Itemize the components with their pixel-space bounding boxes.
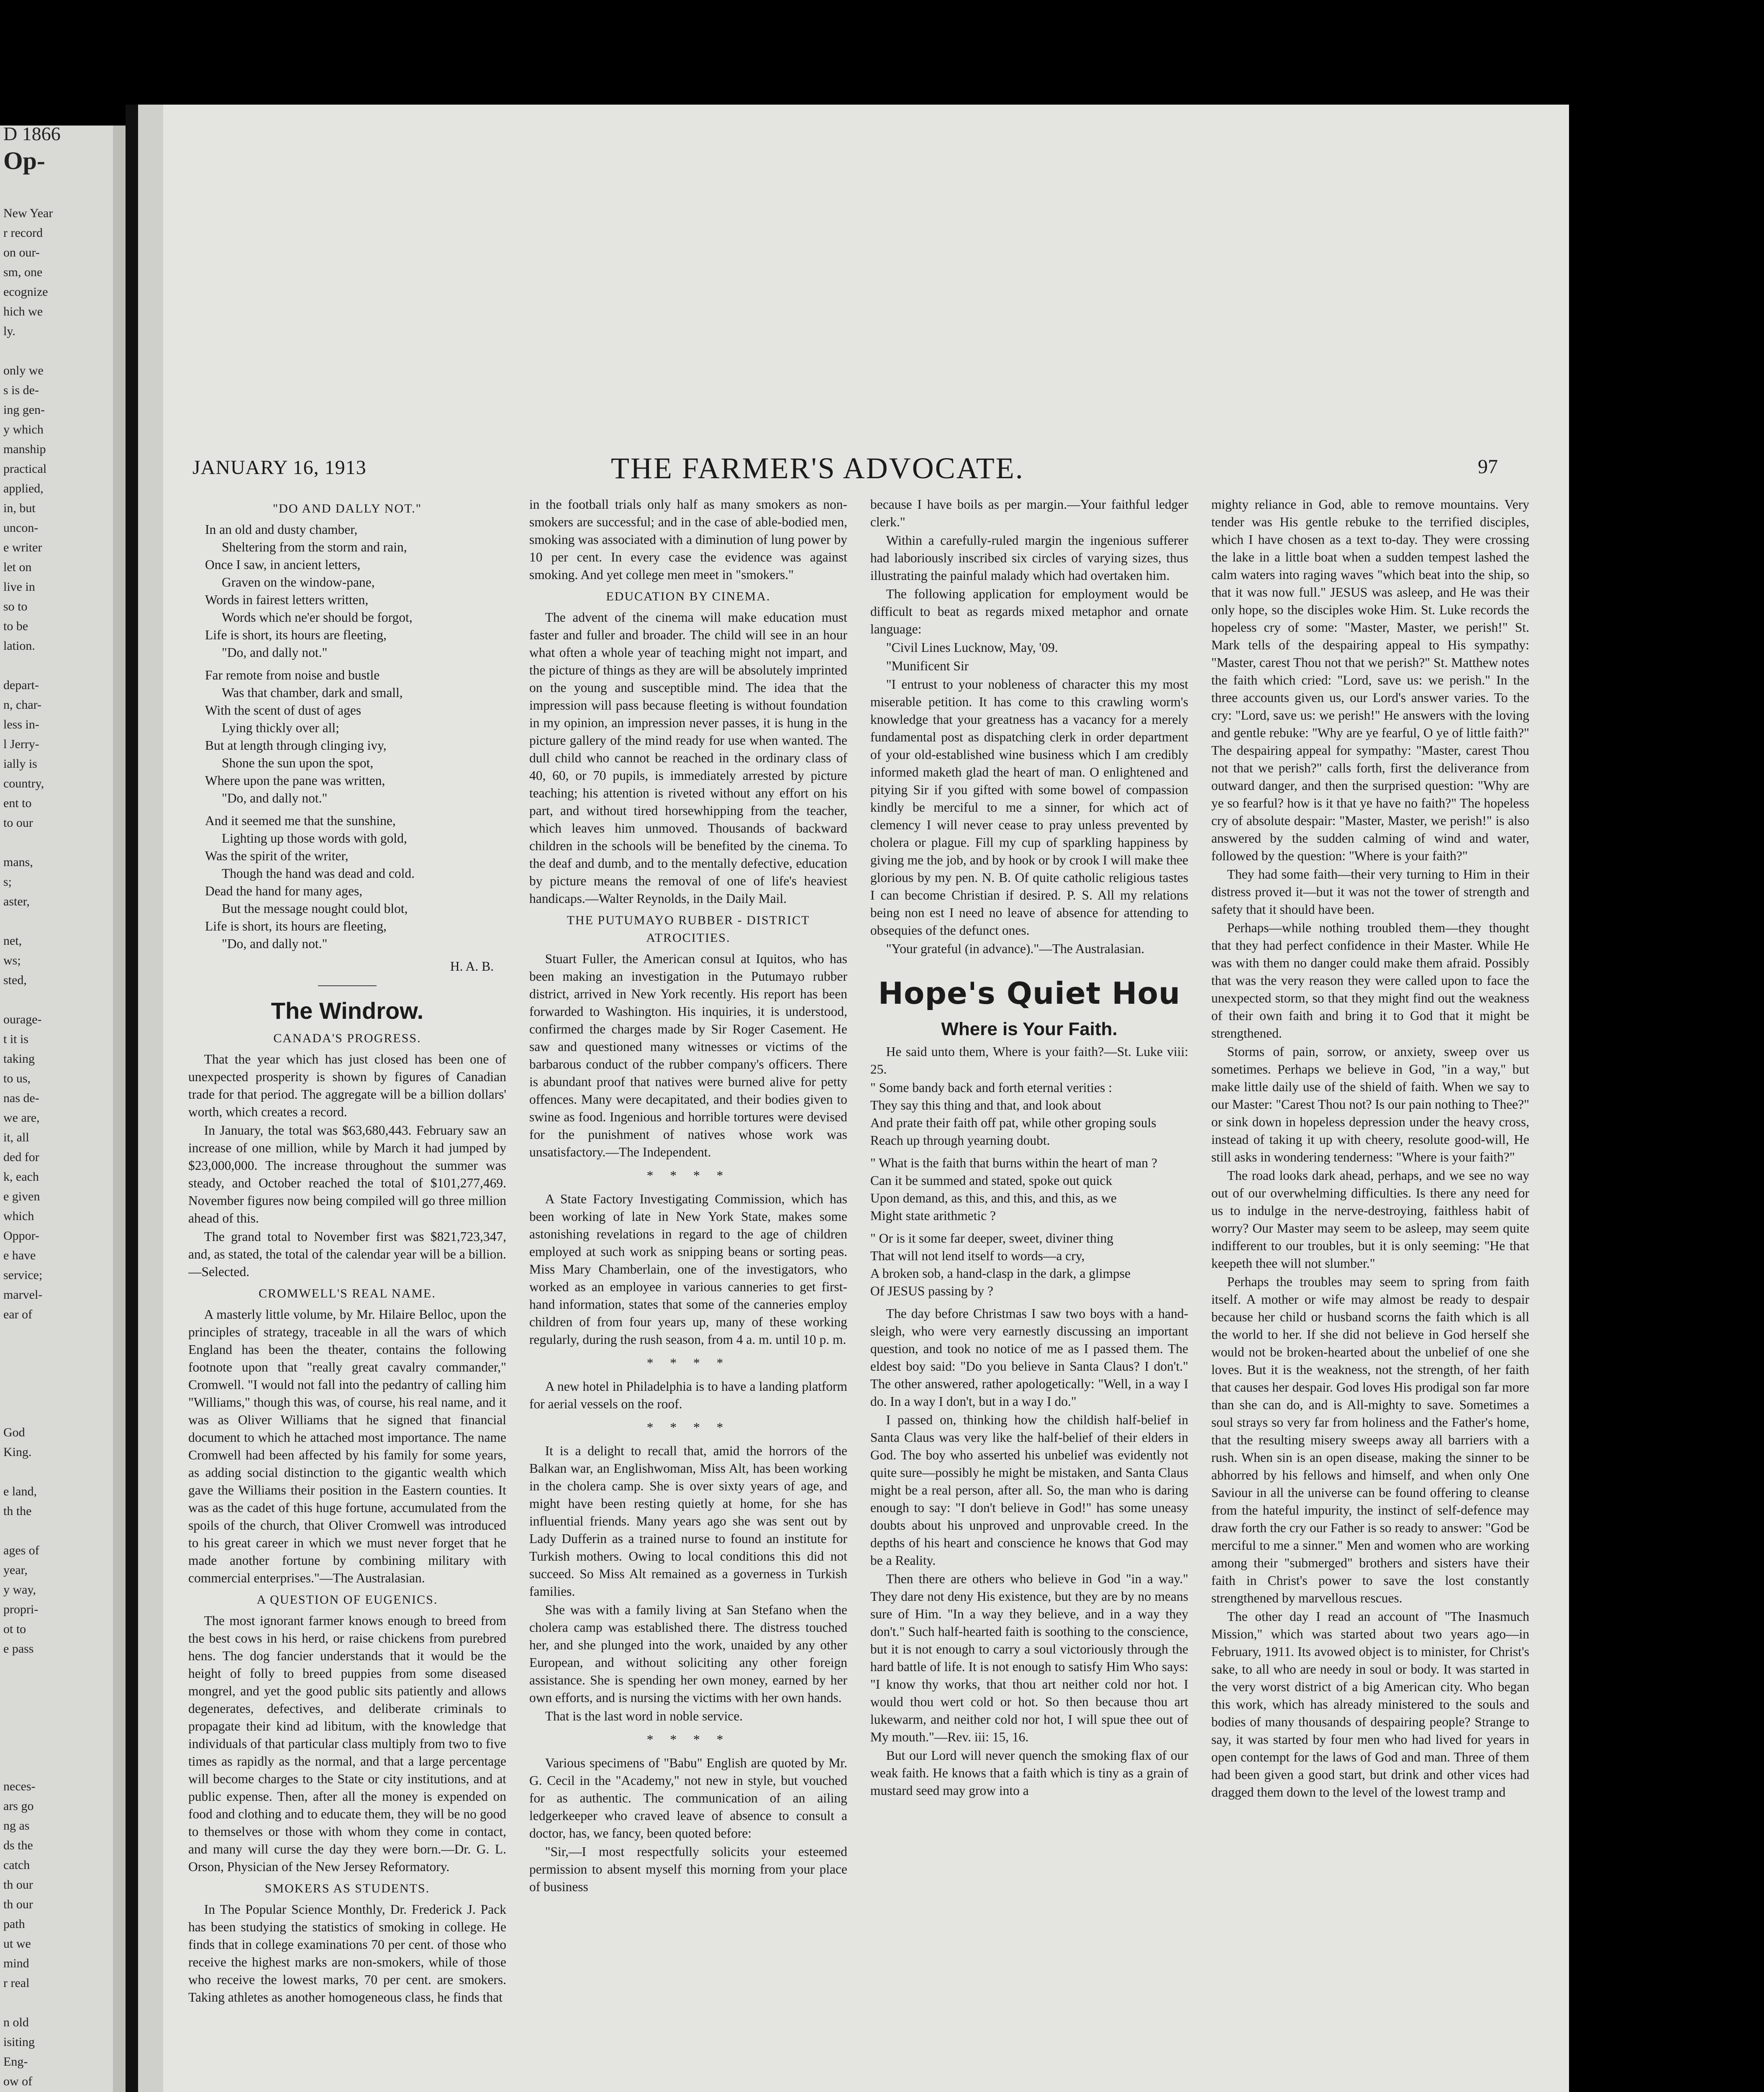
prev-line-fragment: ars go	[3, 1799, 34, 1813]
section-separator: * * * *	[646, 1732, 730, 1747]
prev-line-fragment: s;	[3, 875, 12, 889]
verse-line: That will not lend itself to words—a cry,	[870, 1249, 1085, 1263]
verse-line: They say this thing and that, and look about	[870, 1098, 1102, 1113]
newspaper-page	[138, 105, 1569, 2092]
prev-line-fragment: uncon-	[3, 521, 38, 535]
prev-line-fragment: ing gen-	[3, 403, 45, 417]
article-paragraph: "Munificent Sir	[886, 659, 969, 673]
prev-line-fragment: aster,	[3, 895, 30, 908]
section-title: The Windrow.	[271, 997, 424, 1024]
prev-title-fragment: Op-	[3, 147, 46, 174]
prev-line-fragment: mind	[3, 1956, 29, 1970]
prev-line-fragment: New Year	[3, 206, 53, 220]
article-paragraph: Stuart Fuller, the American consul at Iquitos, who has been making an investigation in the Putumayo rubber district, arrived in New York recently. His report has been forwarded to Washington. His inquiries, it is understood, confirmed the charges made by Sir Roger Casement. He saw and questioned many witnesses or victims of the barbarous conduct of the rubber company's officers. There is abundant proof that natives were burned alive for petty offences. Many were decapitated, and their bodies given to swine as food. Ingenious and horrible tortures were devised for the punishment of natives whose work was unsatisfactory.—The Independent.	[529, 951, 847, 1159]
previous-page-edge	[0, 126, 126, 2092]
prev-line-fragment: we are,	[3, 1111, 40, 1125]
verse-line: Where upon the pane was written,	[205, 773, 385, 788]
prev-line-fragment: r real	[3, 1976, 30, 1990]
article-paragraph: The day before Christmas I saw two boys with a hand-sleigh, who were very earnestly discussing an important question, and took no notice of me as I passed them. The eldest boy said: "Do you believe in Santa Claus? I don't." The other answered, rather apologetically: "Well, in a way I do. In a way I don't, but in a way I do."	[870, 1306, 1188, 1409]
prev-line-fragment: ially is	[3, 757, 37, 771]
verse-line: Far remote from noise and bustle	[205, 668, 380, 682]
prev-line-fragment: on our-	[3, 246, 40, 259]
verse-line: Can it be summed and stated, spoke out quick	[870, 1173, 1113, 1188]
prev-line-fragment: sm, one	[3, 265, 43, 279]
prev-line-fragment: e pass	[3, 1642, 34, 1656]
verse-line: Of JESUS passing by ?	[870, 1284, 994, 1298]
verse-line: Though the hand was dead and cold.	[222, 866, 415, 881]
prev-line-fragment: isiting	[3, 2035, 35, 2049]
divider	[318, 985, 377, 986]
column-3	[870, 496, 1188, 2092]
sermon-title: Where is Your Faith.	[941, 1019, 1118, 1039]
verse-line: A broken sob, a hand-clasp in the dark, a glimpse	[870, 1266, 1131, 1281]
article-heading: SMOKERS AS STUDENTS.	[264, 1882, 430, 1895]
article-paragraph: mighty reliance in God, able to remove mountains. Very tender was His gentle rebuke to the terrified disciples, which I have chosen as a text to-day. They were crossing the lake in a little boat when a sudden tempest lashed the calm waters into raging waves "which beat into the ship, so that it was now full." JESUS was asleep, and He was their only hope, so the disciples woke Him. St. Luke records the hopeless cry of some: "Master, Master, we perish!" St. Mark tells of the despairing appeal to His sympathy: "Master, carest Thou not that we perish?" St. Matthew notes the faith which cried: "Lord, save us: we perish." In the three accounts given us, our Lord's answer varies. To the cry: "Lord, save us: we perish!" He answers with the loving and gentle rebuke: "Why are ye fearful, O ye of little faith?" The despairing appeal for sympathy: "Master, carest Thou not that we perish?" calls forth, first the deliverance from outward danger, and then the surprised question: "Why are ye so fearful? how is it that ye have no faith?" The hopeless cry of absolute despair: "Master, Master, we perish!" is also answered by the sudden calming of wind and water, followed by the question: "Where is your faith?"	[1211, 497, 1529, 863]
article-paragraph: The most ignorant farmer knows enough to breed from the best cows in his herd, or raise chickens from purebred hens. The dog fancier understands that it would be the height of folly to breed puppies from some diseased mongrel, and yet the good public sits patiently and allows degenerates, defectives, and deliberate criminals to propagate their kind ad libitum, with the knowledge that individuals of that particular class multiply from two to five times as rapidly as the normal, and that a large percentage will become charges to the State or city institutions, and at public expense. Then, after all the money is expended on food and clothing and to educate them, they will be no good to themselves or those with whom they come in contact, and many will curse the day they were born.—Dr. G. L. Orson, Physician of the New Jersey Reformatory.	[188, 1613, 506, 1874]
verse-line: "Do, and dally not."	[222, 936, 328, 951]
prev-line-fragment: t it is	[3, 1032, 29, 1046]
verse-line: Words which ne'er should be forgot,	[222, 610, 413, 625]
verse-line: " What is the faith that burns within the heart of man ?	[870, 1156, 1157, 1170]
verse-line: Life is short, its hours are fleeting,	[205, 919, 387, 933]
page-header	[192, 351, 1498, 485]
article-paragraph: Perhaps—while nothing troubled them—they thought that they had perfect confidence in their Master. While He was with them no danger could make them afraid. Possibly that was the very reason they were called upon to face the unexpected storm, so that they might find out the weakness of their own faith and bring it to God that it might be strengthened.	[1211, 920, 1529, 1041]
verse-line: Life is short, its hours are fleeting,	[205, 628, 387, 642]
prev-line-fragment: catch	[3, 1858, 30, 1872]
verse-line: Words in fairest letters written,	[205, 592, 369, 607]
prev-line-fragment: ourage-	[3, 1013, 42, 1026]
verse-line: Was the spirit of the writer,	[205, 849, 349, 863]
article-paragraph: "Your grateful (in advance)."—The Australasian.	[886, 941, 1145, 956]
prev-line-fragment: only we	[3, 364, 44, 377]
prev-line-fragment: mans,	[3, 855, 33, 869]
article-paragraph: "I entrust to your nobleness of character this my most miserable petition. It has come to this crawling worm's knowledge that your greatness has a vacancy for a merely fundamental post as dispatching clerk in order department of your old-established wine business which I am credibly informed maketh glad the heart of man. O enlightened and pitying Sir if you gifted with some bowel of compassion kindly be merciful to me a sinner, for which act of clemency I will never cease to pray unless prevented by cholera or plague. Fill my cup of sparkling happiness by giving me the job, and by hook or by crook I will make thee glorious by my pen. N. B. Of quite catholic religious tastes I can become Christian if desired. P. S. All my relations being non est I need no leave of absence for attending to obsequies of the defunct ones.	[870, 677, 1188, 938]
prev-line-fragment: Oppor-	[3, 1229, 40, 1243]
article-heading: A QUESTION OF EUGENICS.	[256, 1593, 438, 1607]
prev-line-fragment: year,	[3, 1563, 28, 1577]
prev-line-fragment: th the	[3, 1504, 32, 1518]
column-1	[188, 496, 506, 2092]
poem-title: "DO AND DALLY NOT."	[272, 502, 422, 515]
prev-line-fragment: less in-	[3, 718, 39, 731]
article-paragraph: A new hotel in Philadelphia is to have a landing platform for aerial vessels on the roof.	[529, 1379, 847, 1411]
verse-line: But at length through clinging ivy,	[205, 738, 387, 753]
column-4	[1211, 496, 1529, 2092]
prev-line-fragment: ut we	[3, 1937, 31, 1951]
prev-line-fragment: manship	[3, 442, 46, 456]
verse-line: Upon demand, as this, and this, and this, as we	[870, 1191, 1117, 1205]
prev-line-fragment: k, each	[3, 1170, 39, 1184]
prev-line-fragment: which	[3, 1209, 34, 1223]
prev-line-fragment: to be	[3, 619, 28, 633]
article-paragraph: "Sir,—I most respectfully solicits your esteemed permission to absent myself this morning from your place of business	[529, 1844, 847, 1894]
section-separator: * * * *	[646, 1420, 730, 1435]
verse-line: And it seemed me that the sunshine,	[205, 813, 396, 828]
prev-line-fragment: e have	[3, 1249, 36, 1262]
prev-line-fragment: King.	[3, 1445, 32, 1459]
article-paragraph: because I have boils as per margin.—Your faithful ledger clerk."	[870, 497, 1188, 529]
prev-line-fragment: live in	[3, 580, 35, 594]
article-paragraph: The road looks dark ahead, perhaps, and we see no way out of our overwhelming difficulties. Is there any need for us to indulge in the nerve-destroying, faithless habit of worry? Our Master may seem to be asleep, may seem quite indifferent to our troubles, but it is only seeming: "He that keepeth thee will not slumber."	[1211, 1168, 1529, 1271]
verse-line: And prate their faith off pat, while other groping souls	[870, 1115, 1156, 1130]
prev-line-fragment: ws;	[3, 954, 21, 967]
article-paragraph: in the football trials only half as many smokers as non-smokers are successful; and in the case of able-bodied men, smoking was associated with a diminution of lung power by 10 per cent. In every case the evidence was against smoking. And yet college men meet in "smokers."	[529, 497, 847, 582]
article-paragraph: The following application for employment would be difficult to beat as regards mixed metaphor and ornate language:	[870, 587, 1188, 636]
prev-line-fragment: l Jerry-	[3, 737, 39, 751]
verse-line: But the message nought could blot,	[222, 901, 408, 916]
section-separator: * * * *	[646, 1168, 730, 1183]
verse	[870, 1079, 1188, 1149]
article-paragraph: Various specimens of "Babu" English are quoted by Mr. G. Cecil in the "Academy," not new in style, but vouched for as authentic. The communication of an ailing ledgerkeeper who craved leave of absence to consult a doctor, has, we fancy, been quoted before:	[529, 1756, 847, 1841]
issue-date: JANUARY 16, 1913	[192, 456, 367, 479]
verse-line: Once I saw, in ancient letters,	[205, 557, 361, 572]
article-paragraph: Then there are others who believe in God "in a way." They dare not deny His existence, but they are by no means sure of Him. "In a way they believe, and in a way they don't." Such half-hearted faith is soothing to the conscience, but it is not enough to carry a soul victoriously through the hard battle of life. It is not enough to satisfy Him Who says: "I know thy works, that thou art neither cold nor hot. I would thou wert cold or hot. So then because thou art lukewarm, and neither cold nor hot, I will spue thee out of My mouth."—Rev. iii: 15, 16.	[870, 1572, 1188, 1744]
prev-line-fragment: lation.	[3, 639, 35, 653]
prev-line-fragment: so to	[3, 600, 28, 613]
masthead: THE FARMER'S ADVOCATE.	[611, 451, 1024, 485]
article-paragraph: That is the last word in noble service.	[545, 1709, 743, 1723]
article-paragraph: She was with a family living at San Stefano when the cholera camp was established there. The distress touched her, and she plunged into the work, unaided by any other European, and without soliciting any other foreign assistance. She is spending her own money, earned by her own efforts, and is nursing the victims with her own hands.	[529, 1602, 847, 1705]
verse-line: " Some bandy back and forth eternal verities :	[870, 1080, 1112, 1095]
verse-line: Reach up through yearning doubt.	[870, 1133, 1050, 1148]
article-heading: CROMWELL'S REAL NAME.	[259, 1287, 436, 1300]
article-paragraph: A State Factory Investigating Commission, which has been working of late in New York State, makes some astonishing revelations in regard to the age of children employed at such work as snipping beans or sorting peas. Miss Mary Chamberlain, one of the investigators, who worked as an employee in various canneries to get first-hand information, states that some of the canneries employ children of from four years up, many of these working regularly, during the rush season, from 4 a. m. until 10 p. m.	[529, 1192, 847, 1347]
prev-line-fragment: marvel-	[3, 1288, 43, 1302]
prev-line-fragment: let on	[3, 560, 32, 574]
verse-line: Dead the hand for many ages,	[205, 884, 363, 898]
article-paragraph: Perhaps the troubles may seem to spring from faith itself. A mother or wife may almost be ready to despair because her child or husband scorns the faith which is all the world to her. If she did not believe in God herself she would not be broken-hearted about the unbelief of one she loves. But it is the weakness, not the strength, of her faith that causes her despair. God loves His prodigal son far more than she can do, and is All-mighty to save. Sometimes a soul strays so very far from holiness and the Father's home, that the resulting misery sweeps away all barriers with a rush. When sin is an open disease, making the sinner to be abhorred by his fellows and himself, and when only One Saviour in all the universe can be found offering to cleanse from the hateful impurity, the instinct of self-defence may draw forth the cry our Father is so ready to answer: "God be merciful to me a sinner." Men and women who are working among their "submerged" brothers and sisters have their faith in Christ's power to save the lost constantly strengthened by marvellous rescues.	[1211, 1274, 1529, 1605]
prev-line-fragment: service;	[3, 1268, 43, 1282]
prev-line-fragment: sted,	[3, 973, 27, 987]
verse-line: Shone the sun upon the spot,	[222, 756, 374, 770]
article-paragraph: Within a carefully-ruled margin the ingenious sufferer had laboriously inscribed six circles of varying sizes, thus illustrating the painful malady which had overtaken him.	[870, 533, 1188, 583]
prev-line-fragment: e land,	[3, 1484, 37, 1498]
prev-line-fragment: to our	[3, 816, 33, 830]
verse-line: With the scent of dust of ages	[205, 703, 362, 718]
article-heading: THE PUTUMAYO RUBBER - DISTRICT ATROCITIES.	[567, 913, 810, 945]
section-separator: * * * *	[646, 1356, 730, 1370]
poem-stanza	[205, 812, 506, 953]
column-2	[529, 496, 847, 2092]
verse-line: Lighting up those words with gold,	[222, 831, 407, 846]
prev-line-fragment: depart-	[3, 678, 39, 692]
prev-line-fragment: e given	[3, 1190, 40, 1203]
prev-line-fragment: ded for	[3, 1150, 39, 1164]
article-paragraph: It is a delight to recall that, amid the horrors of the Balkan war, an Englishwoman, Miss Alt, has been working in the cholera camp. She is over sixty years of age, and might have been resting quietly at home, for she has influential friends. Many years ago she was sent out by Lady Dufferin as a trained nurse to found an institute for Turkish mothers. Owing to local conditions this did not succeed. So Miss Alt remained as a governess in Turkish families.	[529, 1443, 847, 1599]
verse-line: In an old and dusty chamber,	[205, 522, 358, 537]
article-paragraph: "Civil Lines Lucknow, May, '09.	[886, 640, 1058, 655]
poem-stanza	[205, 667, 506, 807]
prev-line-fragment: ent to	[3, 796, 32, 810]
article-paragraph: But our Lord will never quench the smoking flax of our weak faith. He knows that a faith which is tiny as a grain of mustard seed may grow into a	[870, 1748, 1188, 1798]
prev-line-fragment: propri-	[3, 1602, 38, 1616]
poem-stanza	[205, 521, 506, 661]
verse-line: "Do, and dally not."	[222, 791, 328, 805]
article-paragraph: I passed on, thinking how the childish half-belief in Santa Claus was very like the half-belief of their elders in God. The boy who asserted his unbelief was evidently not quite sure—possibly he might be mistaken, and Santa Claus might be a real person, after all. So, the man who is daring enough to say: "I don't believe in God!" has some uneasy doubts about his unproved and unprovable creed. In the depths of his heart and conscience he knows that God may be a Reality.	[870, 1413, 1188, 1568]
article-heading: EDUCATION BY CINEMA.	[606, 590, 771, 603]
prev-line-fragment: hich we	[3, 305, 43, 318]
prev-line-fragment: net,	[3, 934, 22, 948]
verse-line: Sheltering from the storm and rain,	[222, 540, 407, 554]
prev-line-fragment: taking	[3, 1052, 35, 1066]
verse-line: Lying thickly over all;	[222, 720, 339, 735]
article-paragraph: That the year which has just closed has been one of unexpected prosperity is shown by figures of Canadian trade for that period. The aggregate will be a billion dollars' worth, which creates a record.	[188, 1052, 506, 1119]
poem-signature: H. A. B.	[450, 959, 494, 974]
prev-year-fragment: D 1866	[3, 126, 61, 144]
article-paragraph: In The Popular Science Monthly, Dr. Frederick J. Pack has been studying the statistics of smoking in college. He finds that in college examinations 70 per cent. of those who receive the highest marks are non-smokers, while of those who receive the lowest marks, 70 per cent. are smokers. Taking athletes as another homogeneous class, he finds that	[188, 1902, 506, 2005]
prev-line-fragment: n, char-	[3, 698, 42, 712]
prev-line-fragment: e writer	[3, 541, 42, 554]
prev-line-fragment: to us,	[3, 1072, 31, 1085]
prev-line-fragment: God	[3, 1425, 25, 1439]
prev-line-fragment: ot to	[3, 1622, 26, 1636]
scripture-text: He said unto them, Where is your faith?—St. Luke viii: 25.	[870, 1044, 1188, 1077]
verse	[870, 1230, 1188, 1300]
prev-line-fragment: nas de-	[3, 1091, 39, 1105]
prev-line-fragment: ecognize	[3, 285, 48, 299]
prev-line-fragment: applied,	[3, 482, 44, 495]
prev-line-fragment: neces-	[3, 1779, 36, 1793]
article-paragraph: Storms of pain, sorrow, or anxiety, sweep over us sometimes. Perhaps we believe in God, "in a way," but make little daily use of the shield of faith. When we say to our Master: "Carest Thou not? Is our pain nothing to Thee?" or sink down in hopeless depression under the heavy cross, instead of taking it up with cheery, resolute good-will, He still asks in wondering tenderness: "Where is your faith?"	[1211, 1044, 1529, 1164]
binding-gutter	[126, 105, 138, 2092]
prev-line-fragment: ds the	[3, 1838, 33, 1852]
verse-line: " Or is it some far deeper, sweet, diviner thing	[870, 1231, 1114, 1246]
prev-line-fragment: y which	[3, 423, 44, 436]
prev-line-fragment: country,	[3, 777, 44, 790]
article-paragraph: A masterly little volume, by Mr. Hilaire Belloc, upon the principles of strategy, traceable in all the wars of which England has been the theater, contains the following footnote upon that "really great cavalry commander," Cromwell. "I would not fall into the pedantry of calling him "Williams," though this was, of course, his real name, and it was as Oliver Williams that he signed that financial document to which he attached most importance. The name Cromwell had been affected by his family for some years, as adding social distinction to the gigantic wealth which gave the Williams their position in the Eastern counties. It was as the cadet of this huge fortune, accumulated from the spoils of the church, that Oliver Cromwell was introduced to his great career in which we must never forget that he made another fortune by combining military with commercial enterprises."—The Australasian.	[188, 1307, 506, 1585]
prev-line-fragment: ly.	[3, 324, 15, 338]
prev-line-fragment: ear of	[3, 1308, 33, 1321]
verse-line: Might state arithmetic ?	[870, 1208, 996, 1223]
article-paragraph: They had some faith—their very turning to Him in their distress proved it—but it was not the tower of strength and safety that it should have been.	[1211, 867, 1529, 917]
prev-line-fragment: r record	[3, 226, 43, 240]
article-paragraph: The other day I read an account of "The Inasmuch Mission," which was started about two years ago—in February, 1911. Its avowed object is to minister, for Christ's sake, to all who are needy in soul or body. It was started in the very worst district of a big American city. Who began this work, which has already ministered to the souls and bodies of many thousands of despairing people? Strange to say, it was started by four men who had lived for years in open contempt for the laws of God and man. Three of them had been given a good start, but drink and other vices had dragged them down to the level of the lowest tramp and	[1211, 1609, 1529, 1800]
prev-line-fragment: ow of	[3, 2074, 33, 2088]
article-paragraph: The advent of the cinema will make education must faster and fuller and broader. The child will see in an hour what often a whole year of teaching might not impart, and the picture of things as they are will be absolutely imprinted on the young and susceptible mind. The idea that the impression will pass because fleeting is without foundation in my opinion, an impression never passes, it is hung in the picture gallery of the mind ready for use when wanted. The dull child who cannot be reached in the ordinary class of 40, 60, or 70 pupils, is immediately arrested by picture teaching; his attention is riveted without any effort on his part, and without tired horsewhipping from the teacher, which leaves him unmoved. Thousands of backward children in the schools will be benefited by the cinema. To the deaf and dumb, and to the mentally defective, education by picture means the removal of one of life's heaviest handicaps.—Walter Reynolds, in the Daily Mail.	[529, 610, 847, 906]
prev-line-fragment: s is de-	[3, 383, 39, 397]
prev-line-fragment: path	[3, 1917, 25, 1931]
verse	[870, 1154, 1188, 1225]
prev-line-fragment: practical	[3, 462, 47, 476]
department-title: Hope's Quiet Hou	[878, 976, 1181, 1011]
page-number: 97	[1478, 456, 1498, 478]
prev-line-fragment: ages of	[3, 1543, 39, 1557]
prev-line-fragment: in, but	[3, 501, 36, 515]
prev-line-fragment: th our	[3, 1878, 33, 1892]
prev-line-fragment: y way,	[3, 1583, 36, 1597]
article-paragraph: In January, the total was $63,680,443. February saw an increase of one million, while by March it had jumped by $23,000,000. The increase throughout the summer was steady, and October reached the total of $101,277,469. November figures now being compiled will go three million ahead of this.	[188, 1123, 506, 1225]
prev-line-fragment: th our	[3, 1897, 33, 1911]
article-paragraph: The grand total to November first was $821,723,347, and, as stated, the total of the calendar year will be a billion.—Selected.	[188, 1229, 506, 1279]
prev-line-fragment: Eng-	[3, 2055, 28, 2069]
prev-line-fragment: ng as	[3, 1819, 30, 1833]
verse-line: Graven on the window-pane,	[222, 575, 375, 590]
prev-line-fragment: n old	[3, 2015, 29, 2029]
article-heading: CANADA'S PROGRESS.	[273, 1031, 421, 1045]
verse-line: "Do, and dally not."	[222, 645, 328, 660]
prev-line-fragment: it, all	[3, 1131, 29, 1144]
verse-line: Was that chamber, dark and small,	[222, 685, 403, 700]
